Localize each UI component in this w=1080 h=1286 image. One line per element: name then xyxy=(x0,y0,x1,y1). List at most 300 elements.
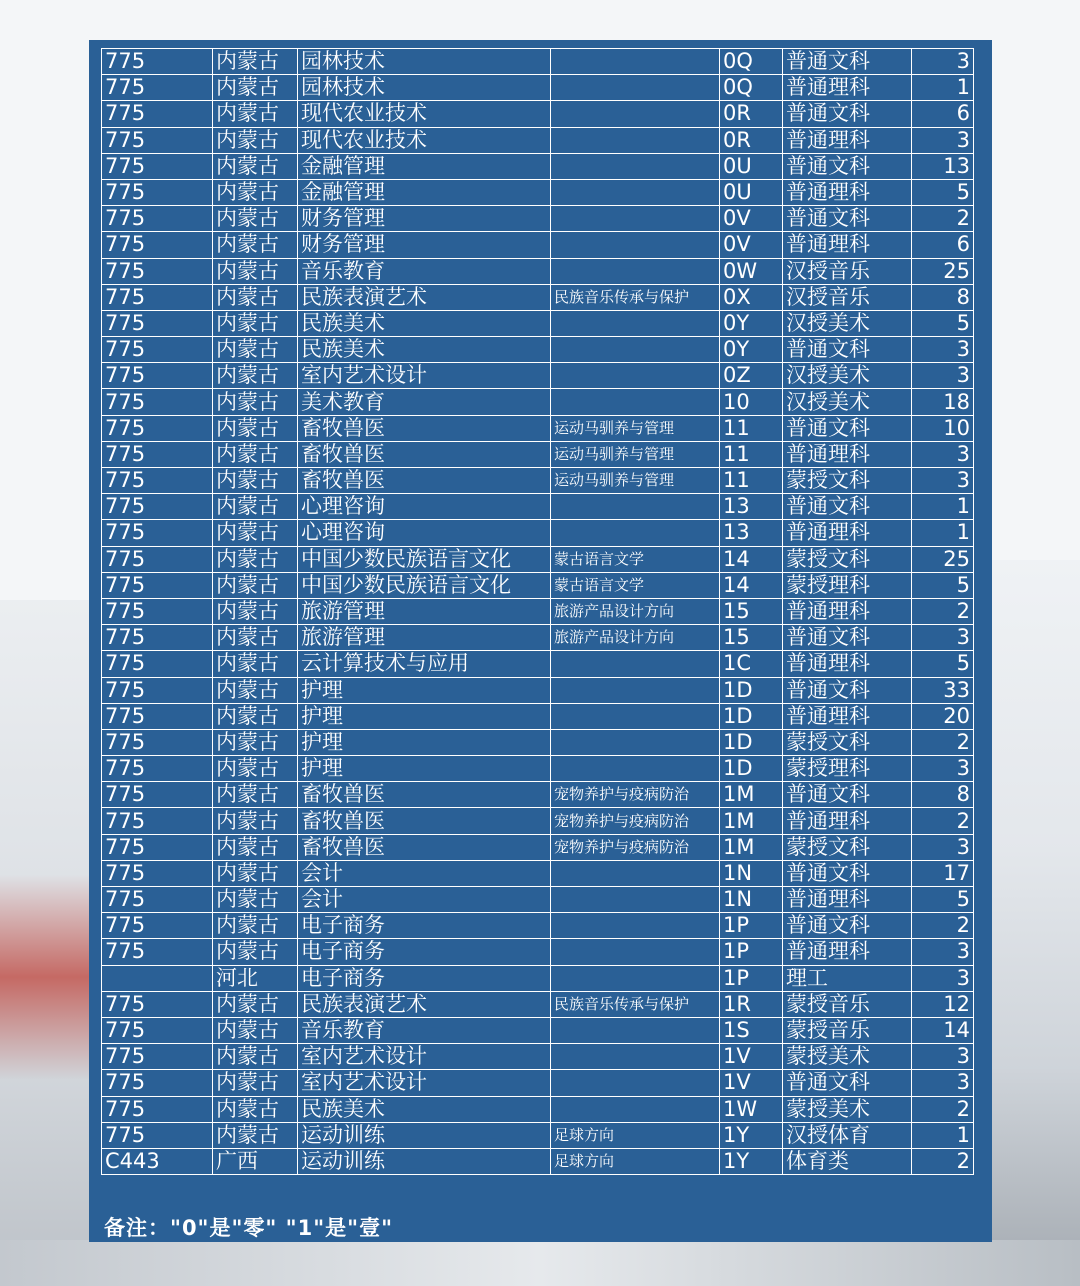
category-cell: 体育类 xyxy=(783,1148,912,1174)
table-row xyxy=(102,572,974,598)
category-cell: 普通文科 xyxy=(783,337,912,363)
province-cell: 内蒙古 xyxy=(213,232,298,258)
school-code-cell: 775 xyxy=(102,913,213,939)
major-code-cell: 0V xyxy=(720,206,783,232)
school-code-cell: 775 xyxy=(102,258,213,284)
table-row xyxy=(102,520,974,546)
major-cell: 畜牧兽医 xyxy=(298,415,551,441)
major-code-cell: 1P xyxy=(720,939,783,965)
quota-cell: 8 xyxy=(912,782,974,808)
quota-cell: 3 xyxy=(912,1044,974,1070)
major-cell: 旅游管理 xyxy=(298,598,551,624)
category-cell: 蒙授音乐 xyxy=(783,991,912,1017)
table-row xyxy=(102,808,974,834)
quota-cell: 18 xyxy=(912,389,974,415)
quota-cell: 13 xyxy=(912,153,974,179)
table-row xyxy=(102,1148,974,1174)
category-cell: 蒙授文科 xyxy=(783,729,912,755)
major-code-cell: 1N xyxy=(720,887,783,913)
major-direction-cell: 运动马驯养与管理 xyxy=(551,415,720,441)
quota-cell: 5 xyxy=(912,310,974,336)
table-row xyxy=(102,651,974,677)
major-direction-cell: 运动马驯养与管理 xyxy=(551,468,720,494)
table-row xyxy=(102,913,974,939)
major-cell: 畜牧兽医 xyxy=(298,441,551,467)
major-code-cell: 1D xyxy=(720,677,783,703)
school-code-cell: 775 xyxy=(102,729,213,755)
table-row xyxy=(102,1044,974,1070)
major-direction-cell xyxy=(551,1044,720,1070)
major-code-cell: 0U xyxy=(720,153,783,179)
major-code-cell: 11 xyxy=(720,441,783,467)
major-code-cell: 10 xyxy=(720,389,783,415)
major-cell: 民族美术 xyxy=(298,337,551,363)
table-row xyxy=(102,232,974,258)
school-code-cell: 775 xyxy=(102,1044,213,1070)
background-building-right xyxy=(990,560,1080,1286)
major-code-cell: 1C xyxy=(720,651,783,677)
quota-cell: 2 xyxy=(912,808,974,834)
major-direction-cell xyxy=(551,913,720,939)
province-cell: 内蒙古 xyxy=(213,1017,298,1043)
major-cell: 民族美术 xyxy=(298,310,551,336)
major-direction-cell xyxy=(551,258,720,284)
table-row xyxy=(102,965,974,991)
major-code-cell: 1Y xyxy=(720,1122,783,1148)
quota-cell: 1 xyxy=(912,494,974,520)
major-direction-cell xyxy=(551,520,720,546)
table-row xyxy=(102,729,974,755)
table-row xyxy=(102,756,974,782)
category-cell: 普通理科 xyxy=(783,232,912,258)
province-cell: 内蒙古 xyxy=(213,389,298,415)
major-direction-cell xyxy=(551,101,720,127)
province-cell: 内蒙古 xyxy=(213,415,298,441)
major-cell: 美术教育 xyxy=(298,389,551,415)
major-cell: 民族美术 xyxy=(298,1096,551,1122)
school-code-cell: 775 xyxy=(102,468,213,494)
major-code-cell: 11 xyxy=(720,415,783,441)
major-direction-cell xyxy=(551,232,720,258)
major-direction-cell: 蒙古语言文学 xyxy=(551,572,720,598)
category-cell: 普通文科 xyxy=(783,494,912,520)
school-code-cell: 775 xyxy=(102,808,213,834)
category-cell: 普通文科 xyxy=(783,860,912,886)
province-cell: 内蒙古 xyxy=(213,75,298,101)
major-cell: 畜牧兽医 xyxy=(298,834,551,860)
school-code-cell: 775 xyxy=(102,441,213,467)
major-code-cell: 0Z xyxy=(720,363,783,389)
major-cell: 电子商务 xyxy=(298,965,551,991)
quota-cell: 17 xyxy=(912,860,974,886)
major-code-cell: 0Y xyxy=(720,310,783,336)
province-cell: 内蒙古 xyxy=(213,49,298,75)
major-direction-cell: 旅游产品设计方向 xyxy=(551,625,720,651)
quota-cell: 5 xyxy=(912,651,974,677)
major-direction-cell xyxy=(551,1096,720,1122)
major-cell: 护理 xyxy=(298,756,551,782)
major-code-cell: 14 xyxy=(720,572,783,598)
category-cell: 普通文科 xyxy=(783,625,912,651)
school-code-cell: C443 xyxy=(102,1148,213,1174)
province-cell: 内蒙古 xyxy=(213,1070,298,1096)
quota-cell: 33 xyxy=(912,677,974,703)
province-cell: 内蒙古 xyxy=(213,337,298,363)
quota-cell: 3 xyxy=(912,363,974,389)
category-cell: 蒙授文科 xyxy=(783,468,912,494)
table-row xyxy=(102,441,974,467)
school-code-cell: 775 xyxy=(102,494,213,520)
major-code-cell: 1W xyxy=(720,1096,783,1122)
province-cell: 内蒙古 xyxy=(213,729,298,755)
province-cell: 内蒙古 xyxy=(213,913,298,939)
school-code-cell: 775 xyxy=(102,101,213,127)
major-cell: 心理咨询 xyxy=(298,494,551,520)
category-cell: 普通理科 xyxy=(783,808,912,834)
major-cell: 民族表演艺术 xyxy=(298,991,551,1017)
major-direction-cell xyxy=(551,127,720,153)
major-cell: 会计 xyxy=(298,860,551,886)
school-code-cell: 775 xyxy=(102,232,213,258)
major-direction-cell xyxy=(551,887,720,913)
table-row xyxy=(102,75,974,101)
major-cell: 畜牧兽医 xyxy=(298,808,551,834)
major-cell: 中国少数民族语言文化 xyxy=(298,572,551,598)
quota-cell: 2 xyxy=(912,913,974,939)
school-code-cell: 775 xyxy=(102,337,213,363)
major-cell: 财务管理 xyxy=(298,206,551,232)
province-cell: 内蒙古 xyxy=(213,468,298,494)
province-cell: 内蒙古 xyxy=(213,1096,298,1122)
major-cell: 民族表演艺术 xyxy=(298,284,551,310)
category-cell: 普通理科 xyxy=(783,520,912,546)
category-cell: 汉授体育 xyxy=(783,1122,912,1148)
major-cell: 畜牧兽医 xyxy=(298,468,551,494)
category-cell: 蒙授美术 xyxy=(783,1044,912,1070)
province-cell: 内蒙古 xyxy=(213,625,298,651)
school-code-cell: 775 xyxy=(102,520,213,546)
quota-cell: 14 xyxy=(912,1017,974,1043)
table-row xyxy=(102,860,974,886)
province-cell: 内蒙古 xyxy=(213,127,298,153)
school-code-cell: 775 xyxy=(102,284,213,310)
major-direction-cell: 旅游产品设计方向 xyxy=(551,598,720,624)
category-cell: 普通文科 xyxy=(783,782,912,808)
table-row xyxy=(102,363,974,389)
province-cell: 内蒙古 xyxy=(213,101,298,127)
category-cell: 汉授音乐 xyxy=(783,258,912,284)
school-code-cell: 775 xyxy=(102,546,213,572)
enrollment-table-body xyxy=(102,49,974,1175)
school-code-cell: 775 xyxy=(102,651,213,677)
table-row xyxy=(102,284,974,310)
table-row xyxy=(102,389,974,415)
school-code-cell: 775 xyxy=(102,598,213,624)
major-cell: 现代农业技术 xyxy=(298,101,551,127)
major-code-cell: 1P xyxy=(720,913,783,939)
province-cell: 内蒙古 xyxy=(213,363,298,389)
category-cell: 普通理科 xyxy=(783,179,912,205)
major-code-cell: 13 xyxy=(720,494,783,520)
major-code-cell: 1M xyxy=(720,808,783,834)
province-cell: 内蒙古 xyxy=(213,546,298,572)
major-cell: 旅游管理 xyxy=(298,625,551,651)
major-code-cell: 1R xyxy=(720,991,783,1017)
province-cell: 内蒙古 xyxy=(213,494,298,520)
enrollment-panel xyxy=(89,40,992,1242)
major-cell: 护理 xyxy=(298,703,551,729)
province-cell: 内蒙古 xyxy=(213,756,298,782)
major-direction-cell: 运动马驯养与管理 xyxy=(551,441,720,467)
major-direction-cell xyxy=(551,703,720,729)
quota-cell: 3 xyxy=(912,441,974,467)
table-row xyxy=(102,546,974,572)
major-direction-cell: 足球方向 xyxy=(551,1148,720,1174)
province-cell: 内蒙古 xyxy=(213,860,298,886)
quota-cell: 3 xyxy=(912,127,974,153)
background-building-left xyxy=(0,600,90,1286)
category-cell: 普通文科 xyxy=(783,415,912,441)
category-cell: 蒙授理科 xyxy=(783,572,912,598)
major-direction-cell: 民族音乐传承与保护 xyxy=(551,284,720,310)
major-direction-cell: 宠物养护与疫病防治 xyxy=(551,834,720,860)
quota-cell: 2 xyxy=(912,206,974,232)
school-code-cell: 775 xyxy=(102,153,213,179)
category-cell: 蒙授文科 xyxy=(783,546,912,572)
major-direction-cell xyxy=(551,389,720,415)
school-code-cell: 775 xyxy=(102,179,213,205)
table-row xyxy=(102,625,974,651)
major-direction-cell: 宠物养护与疫病防治 xyxy=(551,782,720,808)
quota-cell: 1 xyxy=(912,1122,974,1148)
quota-cell: 3 xyxy=(912,756,974,782)
major-cell: 电子商务 xyxy=(298,939,551,965)
province-cell: 内蒙古 xyxy=(213,782,298,808)
major-cell: 园林技术 xyxy=(298,75,551,101)
table-row xyxy=(102,337,974,363)
major-code-cell: 1S xyxy=(720,1017,783,1043)
school-code-cell: 775 xyxy=(102,782,213,808)
table-row xyxy=(102,494,974,520)
major-cell: 室内艺术设计 xyxy=(298,1070,551,1096)
major-direction-cell xyxy=(551,965,720,991)
quota-cell: 3 xyxy=(912,337,974,363)
major-direction-cell xyxy=(551,729,720,755)
quota-cell: 3 xyxy=(912,1070,974,1096)
quota-cell: 2 xyxy=(912,1148,974,1174)
major-code-cell: 0V xyxy=(720,232,783,258)
province-cell: 内蒙古 xyxy=(213,939,298,965)
major-direction-cell xyxy=(551,1017,720,1043)
table-row xyxy=(102,677,974,703)
category-cell: 普通理科 xyxy=(783,598,912,624)
major-code-cell: 14 xyxy=(720,546,783,572)
major-direction-cell xyxy=(551,756,720,782)
major-direction-cell xyxy=(551,310,720,336)
school-code-cell: 775 xyxy=(102,206,213,232)
school-code-cell: 775 xyxy=(102,49,213,75)
major-code-cell: 0R xyxy=(720,101,783,127)
background-ground xyxy=(0,1240,1080,1286)
category-cell: 蒙授音乐 xyxy=(783,1017,912,1043)
category-cell: 理工 xyxy=(783,965,912,991)
major-code-cell: 0W xyxy=(720,258,783,284)
quota-cell: 3 xyxy=(912,49,974,75)
province-cell: 内蒙古 xyxy=(213,887,298,913)
table-row xyxy=(102,703,974,729)
category-cell: 汉授美术 xyxy=(783,310,912,336)
major-cell: 室内艺术设计 xyxy=(298,363,551,389)
major-direction-cell: 蒙古语言文学 xyxy=(551,546,720,572)
school-code-cell: 775 xyxy=(102,572,213,598)
major-direction-cell xyxy=(551,179,720,205)
quota-cell: 3 xyxy=(912,939,974,965)
table-row xyxy=(102,153,974,179)
category-cell: 蒙授理科 xyxy=(783,756,912,782)
major-cell: 心理咨询 xyxy=(298,520,551,546)
major-cell: 运动训练 xyxy=(298,1122,551,1148)
province-cell: 内蒙古 xyxy=(213,651,298,677)
table-row xyxy=(102,1070,974,1096)
major-direction-cell xyxy=(551,49,720,75)
table-row xyxy=(102,834,974,860)
school-code-cell: 775 xyxy=(102,1070,213,1096)
quota-cell: 10 xyxy=(912,415,974,441)
province-cell: 内蒙古 xyxy=(213,441,298,467)
major-direction-cell xyxy=(551,1070,720,1096)
major-code-cell: 0Q xyxy=(720,49,783,75)
quota-cell: 2 xyxy=(912,729,974,755)
quota-cell: 5 xyxy=(912,572,974,598)
major-code-cell: 0Q xyxy=(720,75,783,101)
major-direction-cell xyxy=(551,75,720,101)
quota-cell: 12 xyxy=(912,991,974,1017)
major-code-cell: 1D xyxy=(720,703,783,729)
major-direction-cell xyxy=(551,494,720,520)
province-cell: 内蒙古 xyxy=(213,572,298,598)
category-cell: 普通文科 xyxy=(783,153,912,179)
category-cell: 汉授美术 xyxy=(783,363,912,389)
table-row xyxy=(102,1017,974,1043)
category-cell: 普通理科 xyxy=(783,939,912,965)
major-direction-cell xyxy=(551,939,720,965)
category-cell: 汉授美术 xyxy=(783,389,912,415)
category-cell: 普通理科 xyxy=(783,127,912,153)
school-code-cell: 775 xyxy=(102,75,213,101)
major-cell: 护理 xyxy=(298,677,551,703)
province-cell: 内蒙古 xyxy=(213,598,298,624)
school-code-cell: 775 xyxy=(102,415,213,441)
category-cell: 普通文科 xyxy=(783,913,912,939)
major-cell: 园林技术 xyxy=(298,49,551,75)
category-cell: 普通文科 xyxy=(783,1070,912,1096)
major-code-cell: 1D xyxy=(720,756,783,782)
category-cell: 汉授音乐 xyxy=(783,284,912,310)
table-row xyxy=(102,468,974,494)
category-cell: 普通文科 xyxy=(783,101,912,127)
school-code-cell: 775 xyxy=(102,1122,213,1148)
table-row xyxy=(102,991,974,1017)
province-cell: 内蒙古 xyxy=(213,991,298,1017)
major-cell: 财务管理 xyxy=(298,232,551,258)
school-code-cell xyxy=(102,965,213,991)
major-cell: 中国少数民族语言文化 xyxy=(298,546,551,572)
school-code-cell: 775 xyxy=(102,389,213,415)
school-code-cell: 775 xyxy=(102,677,213,703)
remark-note: 备注："0"是"零" "1"是"壹" xyxy=(104,1216,394,1240)
table-row xyxy=(102,887,974,913)
table-row xyxy=(102,415,974,441)
province-cell: 内蒙古 xyxy=(213,179,298,205)
table-row xyxy=(102,127,974,153)
school-code-cell: 775 xyxy=(102,310,213,336)
table-row xyxy=(102,310,974,336)
category-cell: 普通文科 xyxy=(783,677,912,703)
school-code-cell: 775 xyxy=(102,363,213,389)
school-code-cell: 775 xyxy=(102,703,213,729)
category-cell: 普通文科 xyxy=(783,49,912,75)
major-cell: 金融管理 xyxy=(298,153,551,179)
quota-cell: 5 xyxy=(912,887,974,913)
major-code-cell: 1M xyxy=(720,782,783,808)
school-code-cell: 775 xyxy=(102,756,213,782)
category-cell: 蒙授文科 xyxy=(783,834,912,860)
category-cell: 普通理科 xyxy=(783,887,912,913)
major-direction-cell xyxy=(551,651,720,677)
major-cell: 现代农业技术 xyxy=(298,127,551,153)
quota-cell: 6 xyxy=(912,232,974,258)
province-cell: 内蒙古 xyxy=(213,520,298,546)
table-row xyxy=(102,782,974,808)
table-row xyxy=(102,49,974,75)
quota-cell: 2 xyxy=(912,1096,974,1122)
category-cell: 普通文科 xyxy=(783,206,912,232)
major-code-cell: 1V xyxy=(720,1044,783,1070)
major-direction-cell xyxy=(551,860,720,886)
quota-cell: 1 xyxy=(912,520,974,546)
table-row xyxy=(102,179,974,205)
major-code-cell: 1D xyxy=(720,729,783,755)
province-cell: 内蒙古 xyxy=(213,284,298,310)
major-code-cell: 1Y xyxy=(720,1148,783,1174)
major-direction-cell xyxy=(551,153,720,179)
major-direction-cell xyxy=(551,337,720,363)
school-code-cell: 775 xyxy=(102,1017,213,1043)
table-row xyxy=(102,1096,974,1122)
major-direction-cell xyxy=(551,363,720,389)
major-code-cell: 1V xyxy=(720,1070,783,1096)
enrollment-table xyxy=(101,48,974,1175)
province-cell: 内蒙古 xyxy=(213,834,298,860)
province-cell: 内蒙古 xyxy=(213,677,298,703)
table-row xyxy=(102,258,974,284)
school-code-cell: 775 xyxy=(102,887,213,913)
school-code-cell: 775 xyxy=(102,991,213,1017)
major-code-cell: 0X xyxy=(720,284,783,310)
major-cell: 室内艺术设计 xyxy=(298,1044,551,1070)
province-cell: 内蒙古 xyxy=(213,258,298,284)
table-row xyxy=(102,598,974,624)
major-direction-cell xyxy=(551,677,720,703)
quota-cell: 20 xyxy=(912,703,974,729)
school-code-cell: 775 xyxy=(102,834,213,860)
major-code-cell: 1P xyxy=(720,965,783,991)
province-cell: 内蒙古 xyxy=(213,1122,298,1148)
province-cell: 内蒙古 xyxy=(213,703,298,729)
quota-cell: 1 xyxy=(912,75,974,101)
quota-cell: 3 xyxy=(912,625,974,651)
major-direction-cell xyxy=(551,206,720,232)
